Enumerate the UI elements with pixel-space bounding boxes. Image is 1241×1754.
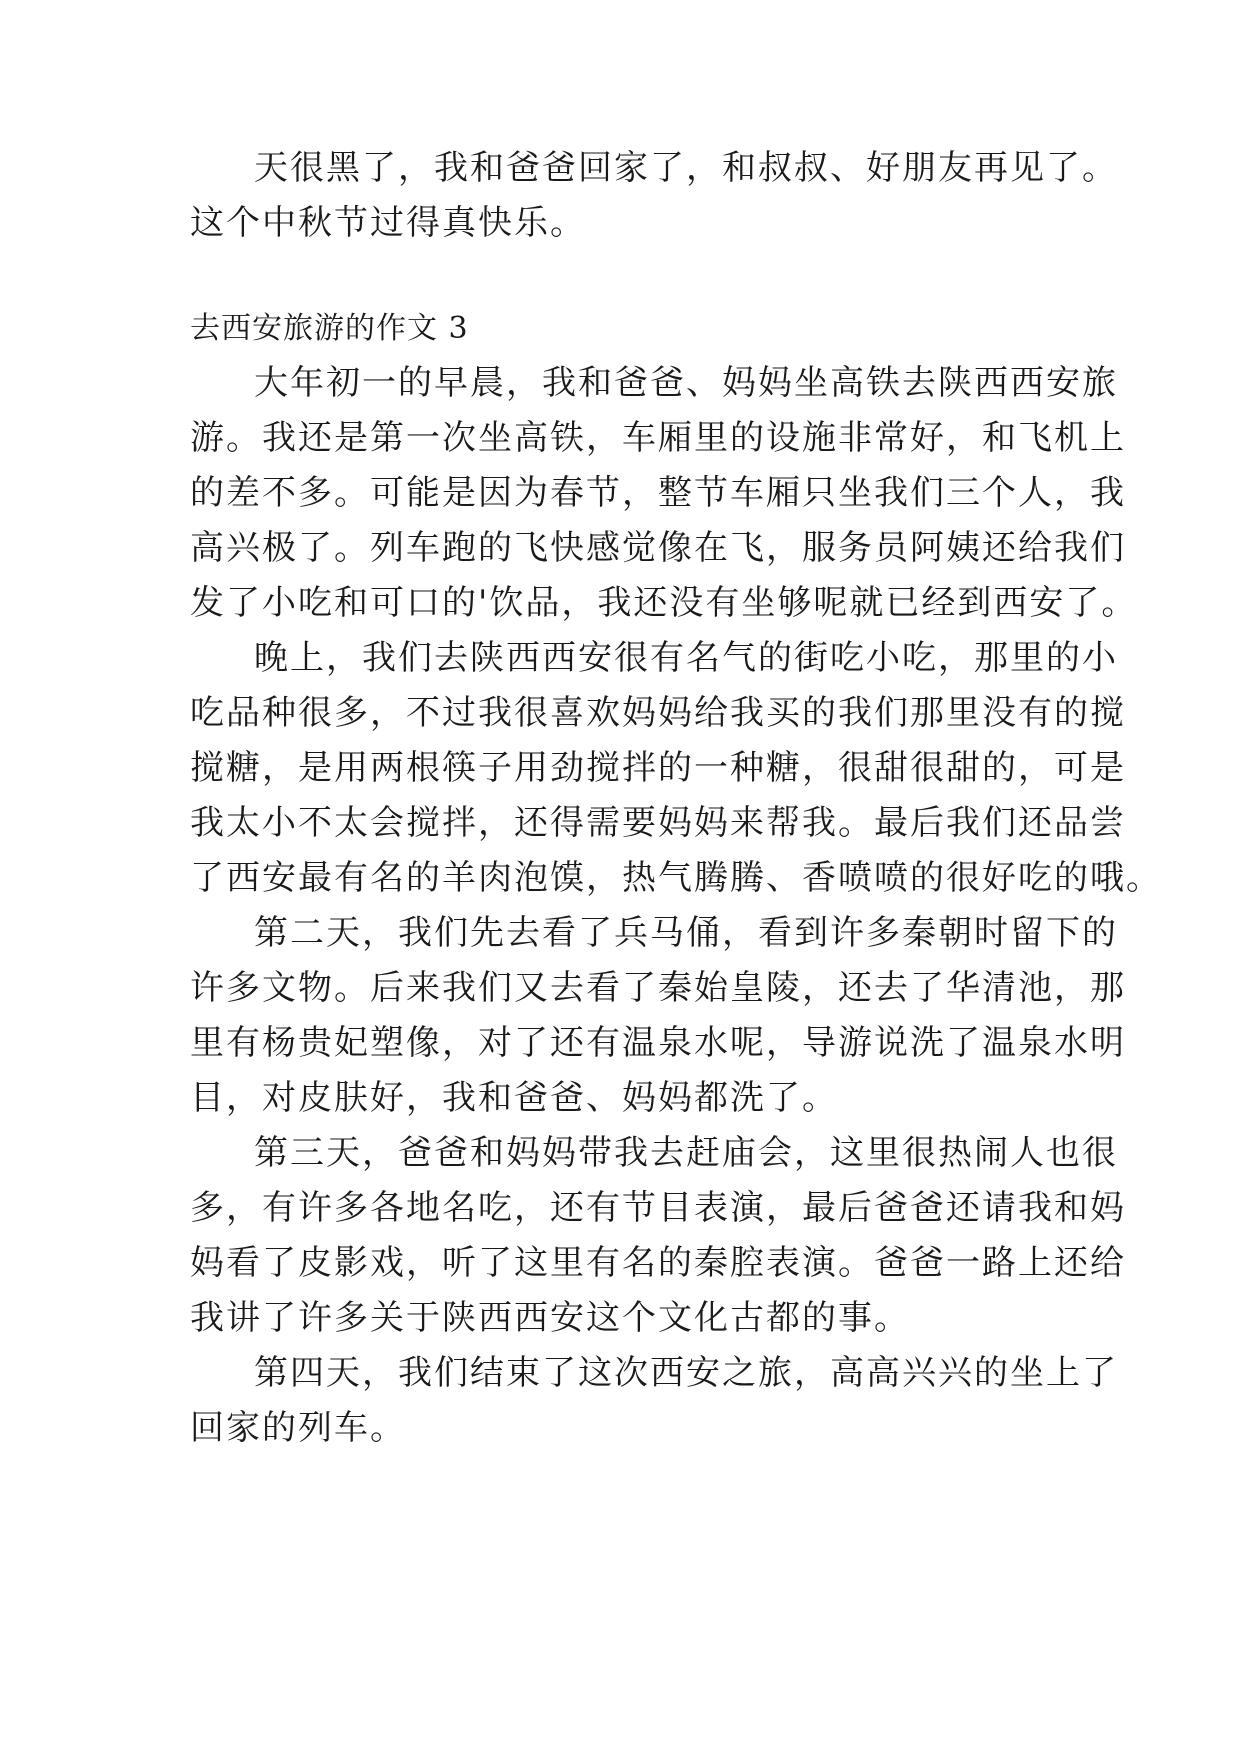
- paragraph-prev-line-1: 天很黑了，我和爸爸回家了，和叔叔、好朋友再见了。: [254, 148, 1118, 188]
- paragraph-2-line-3: 搅糖，是用两根筷子用劲搅拌的一种糖，很甜很甜的，可是: [190, 748, 1126, 788]
- paragraph-2-line-1: 晚上，我们去陕西西安很有名气的街吃小吃，那里的小: [254, 638, 1118, 678]
- paragraph-1-line-2: 游。我还是第一次坐高铁，车厢里的设施非常好，和飞机上: [190, 418, 1126, 458]
- paragraph-1-line-1: 大年初一的早晨，我和爸爸、妈妈坐高铁去陕西西安旅: [254, 363, 1118, 403]
- section-title: 去西安旅游的作文 3: [190, 311, 469, 346]
- paragraph-5-line-1: 第四天，我们结束了这次西安之旅，高高兴兴的坐上了: [254, 1353, 1118, 1393]
- paragraph-prev-line-2: 这个中秋节过得真快乐。: [190, 203, 586, 243]
- paragraph-5-line-2: 回家的列车。: [190, 1408, 406, 1448]
- paragraph-4-line-3: 妈看了皮影戏，听了这里有名的秦腔表演。爸爸一路上还给: [190, 1243, 1126, 1283]
- paragraph-4-line-1: 第三天，爸爸和妈妈带我去赶庙会，这里很热闹人也很: [254, 1133, 1118, 1173]
- paragraph-1-line-4: 高兴极了。列车跑的飞快感觉像在飞，服务员阿姨还给我们: [190, 528, 1126, 568]
- paragraph-2-line-4: 我太小不太会搅拌，还得需要妈妈来帮我。最后我们还品尝: [190, 803, 1126, 843]
- paragraph-3-line-2: 许多文物。后来我们又去看了秦始皇陵，还去了华清池，那: [190, 968, 1126, 1008]
- paragraph-3-line-4: 目，对皮肤好，我和爸爸、妈妈都洗了。: [190, 1078, 838, 1118]
- paragraph-1-line-5: 发了小吃和可口的'饮品，我还没有坐够呢就已经到西安了。: [190, 583, 1138, 623]
- paragraph-1-line-3: 的差不多。可能是因为春节，整节车厢只坐我们三个人，我: [190, 473, 1126, 513]
- paragraph-3-line-1: 第二天，我们先去看了兵马俑，看到许多秦朝时留下的: [254, 913, 1118, 953]
- paragraph-2-line-5: 了西安最有名的羊肉泡馍，热气腾腾、香喷喷的很好吃的哦。: [190, 858, 1162, 898]
- paragraph-4-line-4: 我讲了许多关于陕西西安这个文化古都的事。: [190, 1298, 910, 1338]
- paragraph-3-line-3: 里有杨贵妃塑像，对了还有温泉水呢，导游说洗了温泉水明: [190, 1023, 1126, 1063]
- paragraph-4-line-2: 多，有许多各地名吃，还有节目表演，最后爸爸还请我和妈: [190, 1188, 1126, 1228]
- paragraph-2-line-2: 吃品种很多，不过我很喜欢妈妈给我买的我们那里没有的搅: [190, 693, 1126, 733]
